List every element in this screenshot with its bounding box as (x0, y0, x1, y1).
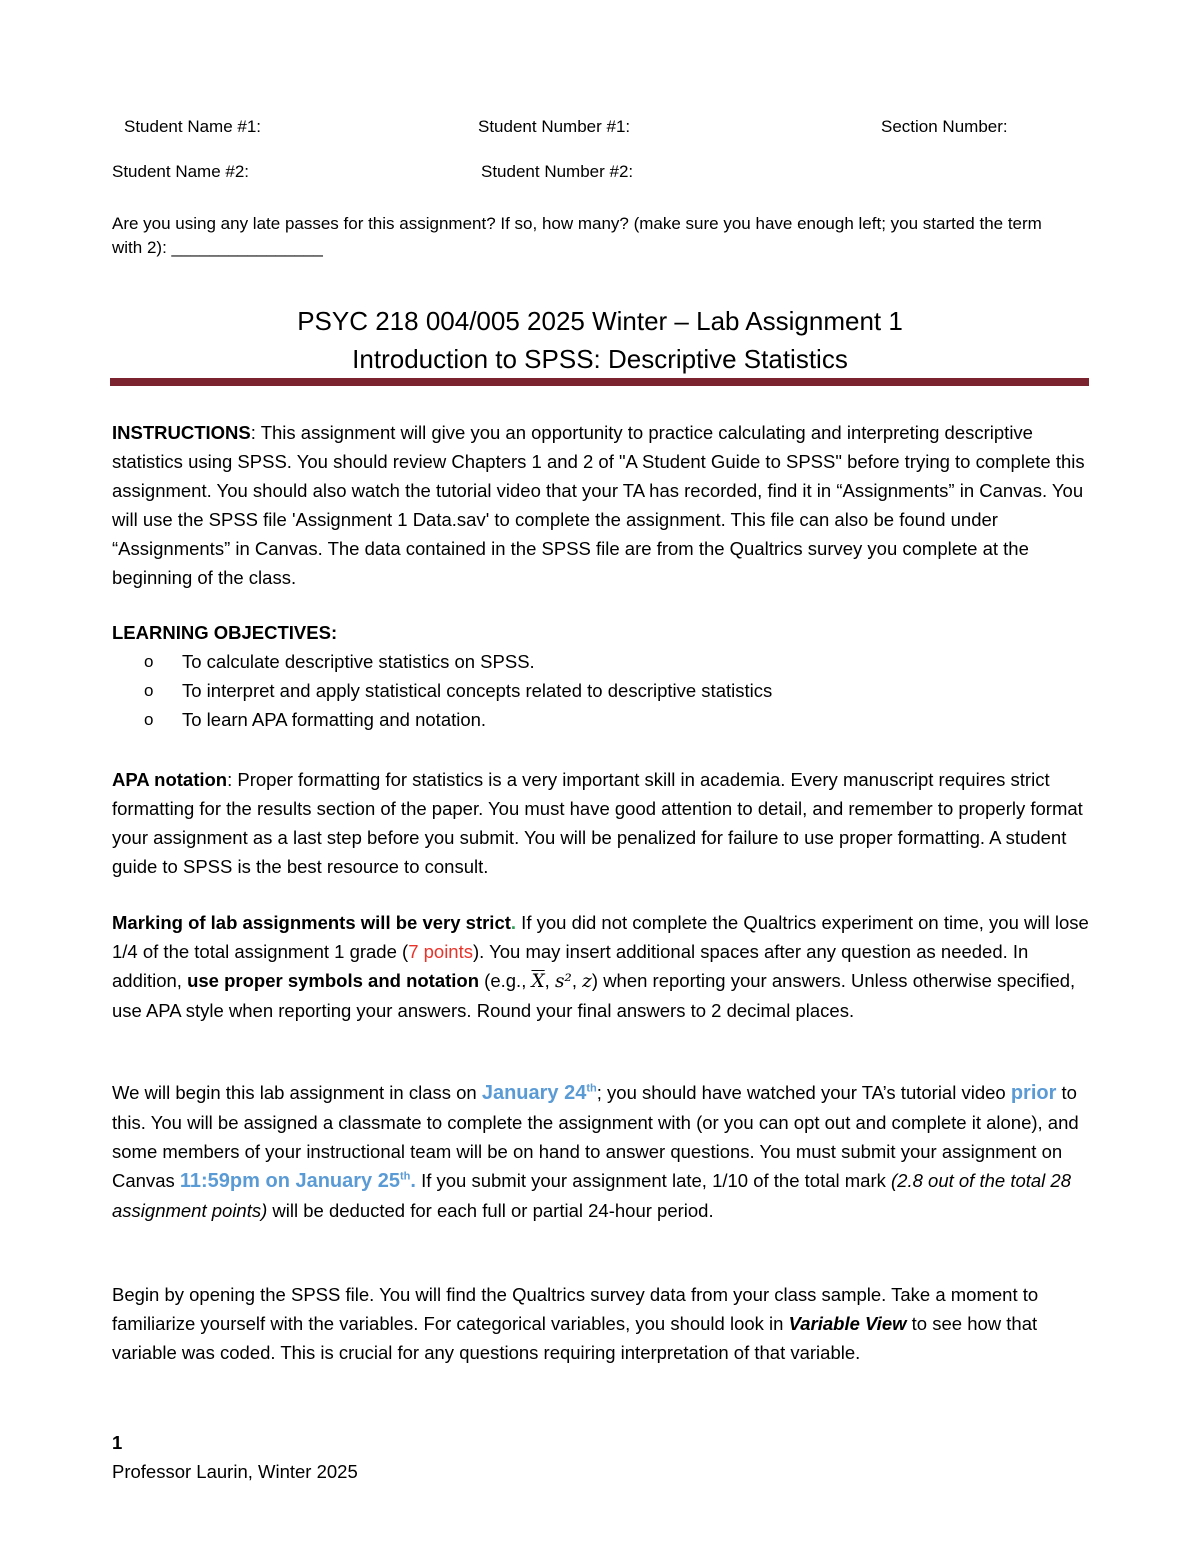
apa-notation-paragraph (112, 765, 1092, 881)
begin-text: Begin by opening the SPSS file. You will find the Qualtrics survey data from your class sample. Take a moment to familiarize yourself with the variables. For categorical variables, you should look in (112, 1284, 1039, 1334)
student-name-2-label: Student Name #2: (112, 162, 250, 181)
variance-symbol: s² (554, 971, 572, 992)
footer-author: Professor Laurin, Winter 2025 (112, 1461, 358, 1482)
bullet-icon: o (144, 681, 154, 700)
marking-period: . (510, 912, 517, 933)
page-number: 1 (112, 1432, 123, 1453)
deadline (180, 1170, 416, 1192)
variable-view-term: Variable View (788, 1313, 907, 1334)
objective-text: To interpret and apply statistical concepts related to descriptive statistics (182, 680, 773, 701)
apa-text: : Proper formatting for statistics is a very important skill in academia. Every manuscript requires strict formatting for the results section of the paper. You must have good attention to detail, and remember to properly format your assignment as a last step before you submit. You will be penalized for failure to use proper formatting. A student guide to SPSS is the best resource to consult. (112, 769, 1083, 877)
document-subtitle: Introduction to SPSS: Descriptive Statistics (352, 344, 848, 374)
list-item (112, 676, 1092, 705)
prior-highlight: prior (1010, 1082, 1057, 1104)
marking-paragraph (112, 908, 1092, 1025)
symbol-separator: , (571, 970, 583, 991)
list-item (112, 647, 1092, 676)
symbol-separator: , (544, 970, 555, 991)
begin-paragraph (112, 1280, 1092, 1367)
z-symbol: z (582, 971, 592, 992)
deadline-text: 11:59pm on January 25 (179, 1170, 400, 1192)
schedule-text: to this. You will be assigned a classmate to complete the assignment with (or you can opt out and complete it alone), and some members of your instructional team will be on hand to answer questions. You must submit your assignment on Canvas (112, 1082, 1079, 1191)
schedule-paragraph (112, 1078, 1092, 1225)
objective-text: To learn APA formatting and notation. (182, 709, 487, 730)
marking-text: (e.g., (479, 970, 532, 991)
begin-text: to see how that variable was coded. This is crucial for any questions requiring interpretation of that variable. (112, 1313, 1038, 1363)
xbar-symbol: $\overline{X}$ (531, 971, 545, 992)
student-number-2-label: Student Number #2: (481, 162, 634, 181)
late-passes-question: Are you using any late passes for this assignment? If so, how many? (make sure you have enough left; you started the term with 2): ________________ (112, 214, 1042, 257)
schedule-text: ; you should have watched your TA’s tutorial video (596, 1082, 1011, 1103)
marking-text: ) when reporting your answers. Unless otherwise specified, use APA style when reporting your answers. Round your final answers to 2 decimal places. (112, 970, 1076, 1021)
marking-text: ). You may insert additional spaces after any question as needed. In addition, (112, 941, 1029, 991)
schedule-text: We will begin this lab assignment in class on (112, 1082, 482, 1103)
student-number-1-label: Student Number #1: (478, 117, 631, 136)
title-divider (110, 378, 1089, 386)
objective-text: To calculate descriptive statistics on SPSS. (182, 651, 535, 672)
start-date-text: January 24 (481, 1082, 587, 1104)
deadline-suffix: th (399, 1170, 411, 1183)
deadline-period: . (410, 1170, 416, 1192)
marking-label: Marking of lab assignments will be very strict (112, 912, 511, 933)
bullet-icon: o (144, 710, 154, 729)
start-date-suffix: th (586, 1082, 597, 1095)
objectives-label: LEARNING OBJECTIVES: (112, 622, 338, 643)
schedule-text: will be deducted for each full or partial 24-hour period. (267, 1200, 714, 1221)
objectives-list (112, 647, 1092, 734)
schedule-text: If you submit your assignment late, 1/10 of the total mark (415, 1170, 892, 1191)
points-highlight: 7 points (408, 941, 473, 962)
instructions-text: : This assignment will give you an opportunity to practice calculating and interpreting descriptive statistics using SPSS. You should review Chapters 1 and 2 of "A Student Guide to SPSS" before trying to complete this assignment. You should also watch the tutorial video that your TA has recorded, find it in “Assignments” in Canvas. You will use the SPSS file 'Assignment 1 Data.sav' to complete the assignment. This file can also be found under “Assignments” in Canvas. The data contained in the SPSS file are from the Qualtrics survey you complete at the beginning of the class. (112, 422, 1085, 588)
bullet-icon: o (144, 652, 154, 671)
list-item (112, 705, 1092, 734)
document-title: PSYC 218 004/005 2025 Winter – Lab Assignment 1 (297, 306, 903, 336)
marking-text: If you did not complete the Qualtrics experiment on time, you will lose 1/4 of the total assignment 1 grade ( (112, 912, 1089, 962)
apa-label: APA notation (112, 769, 228, 790)
section-number-label: Section Number: (881, 117, 1008, 136)
instructions-label: INSTRUCTIONS (112, 422, 251, 443)
student-name-1-label: Student Name #1: (124, 117, 262, 136)
late-penalty-note: (2.8 out of the total 28 assignment points) (112, 1170, 1072, 1221)
start-date (482, 1082, 597, 1104)
symbols-phrase: use proper symbols and notation (187, 970, 480, 991)
instructions-paragraph (112, 418, 1092, 592)
learning-objectives (112, 618, 1092, 734)
